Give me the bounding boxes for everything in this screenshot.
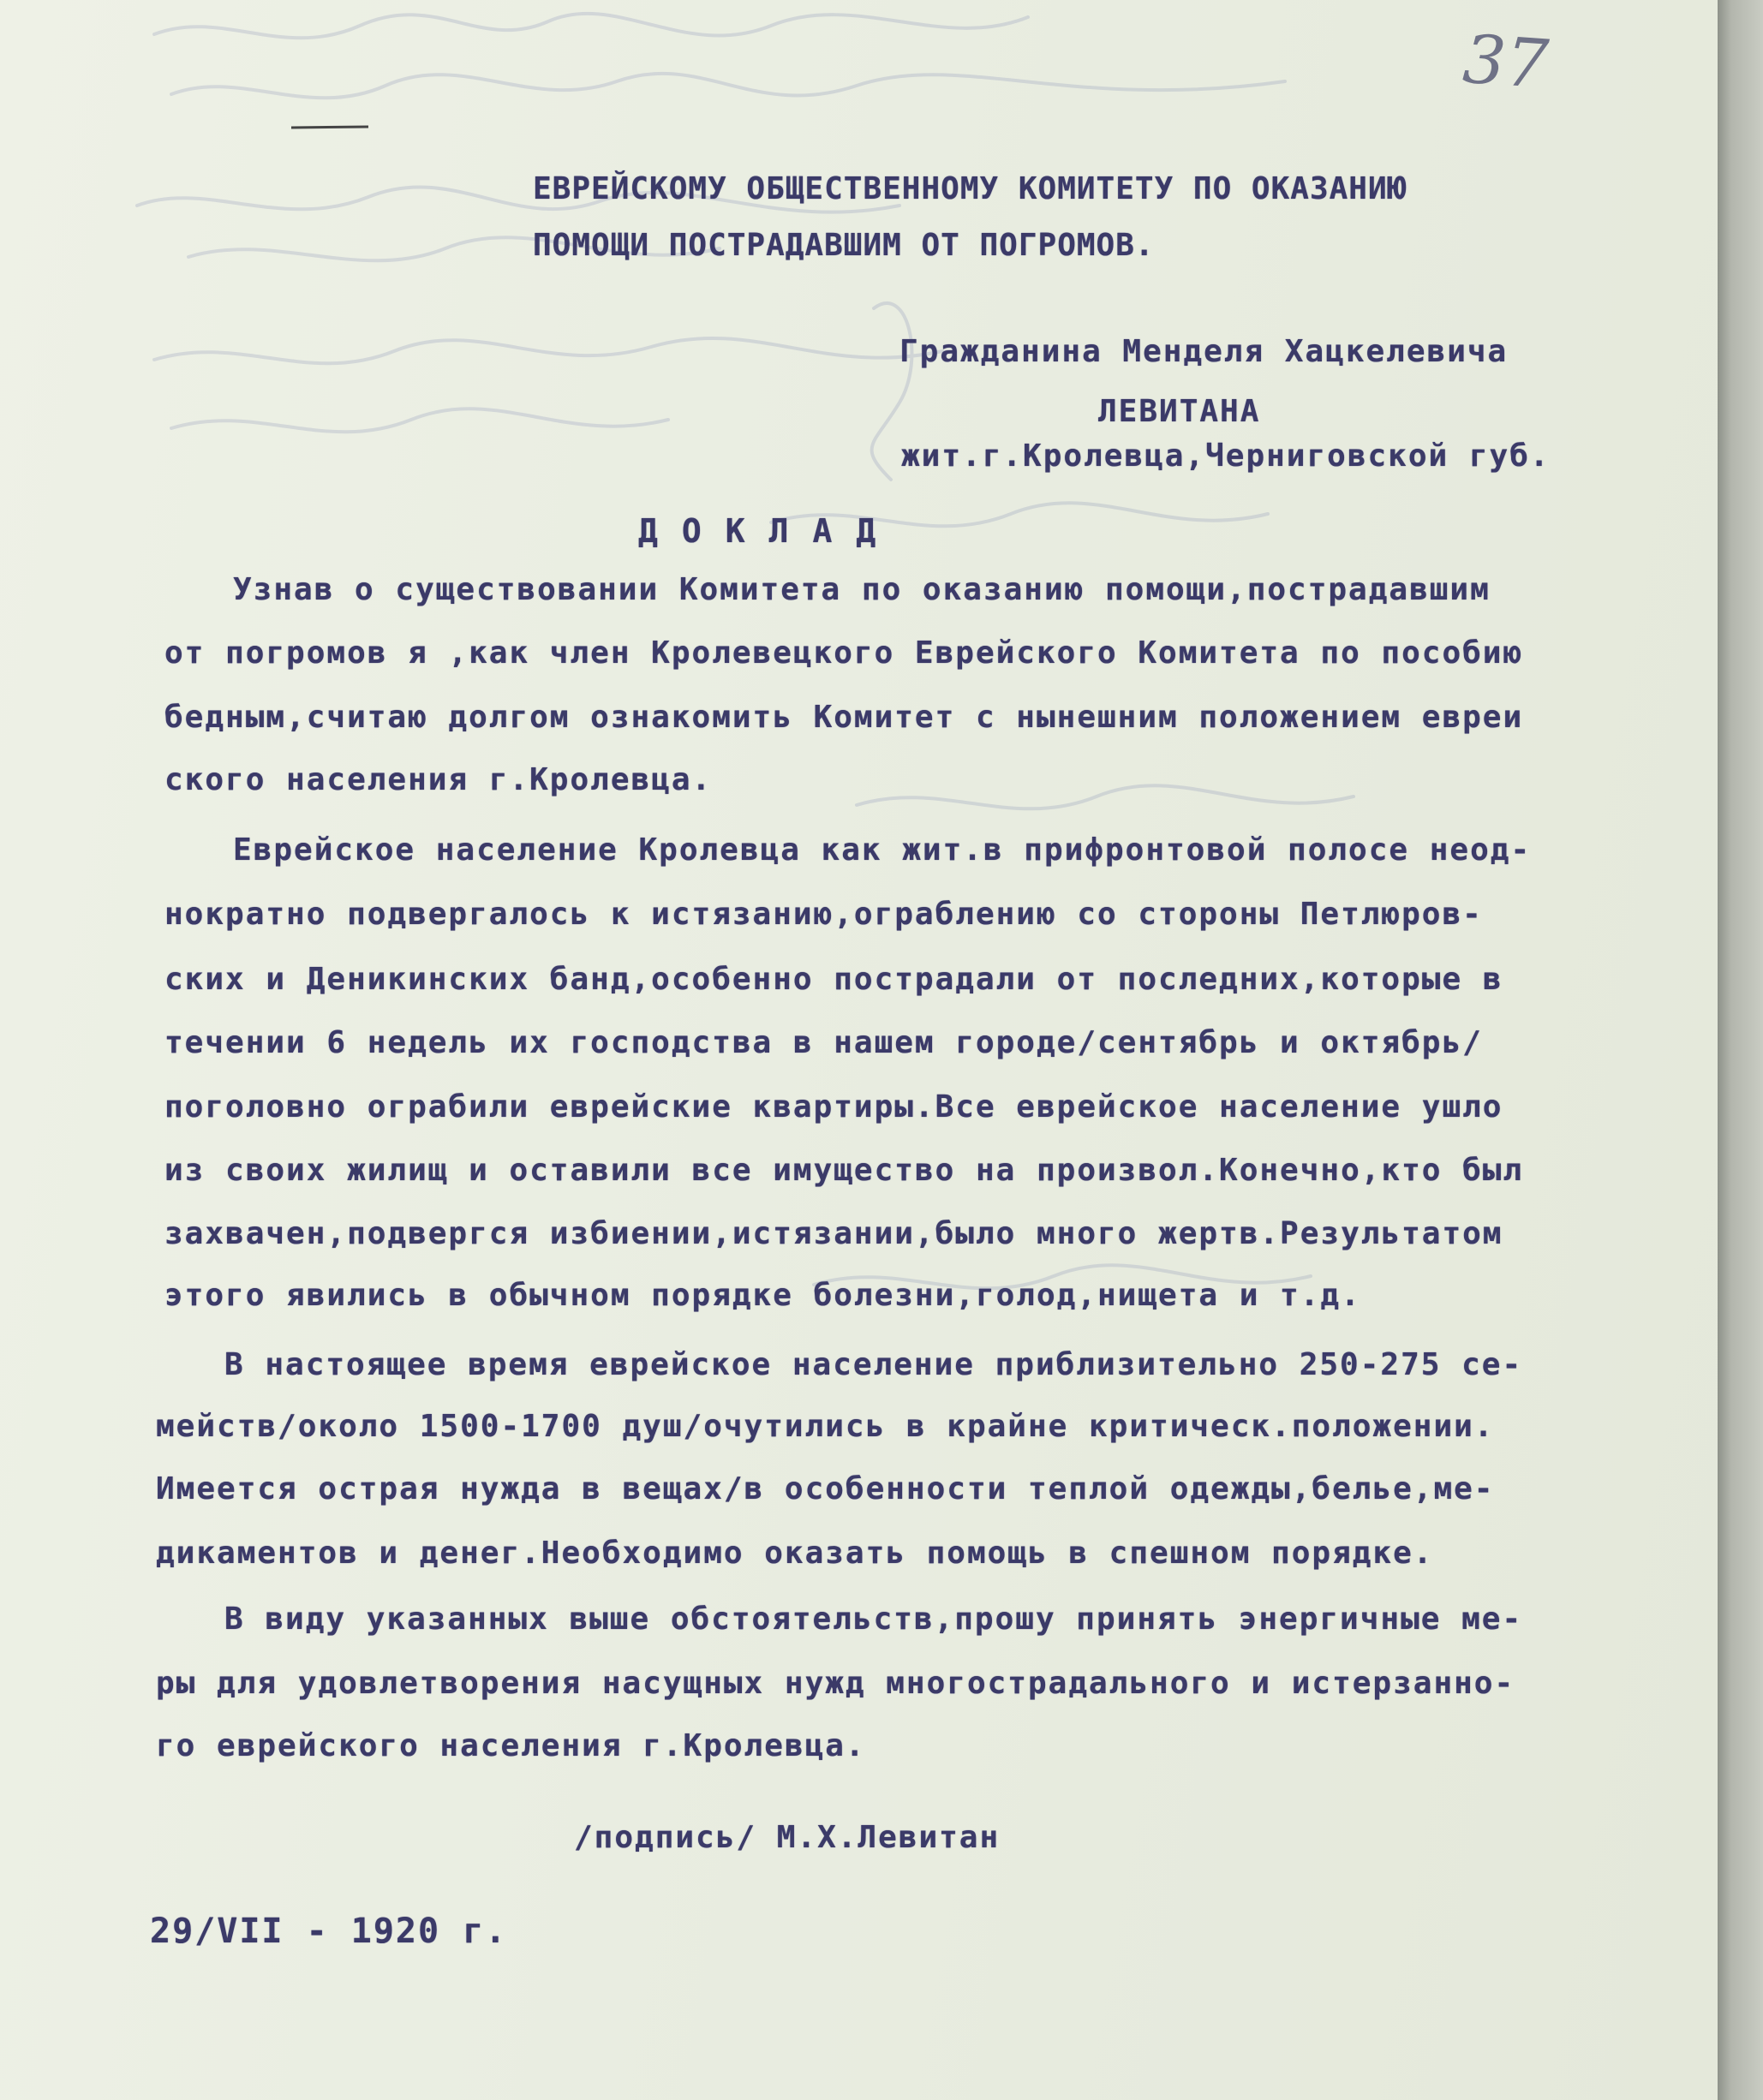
body-line: Имеется острая нужда в вещах/в особенности теплой одежды,белье,ме- — [156, 1471, 1495, 1506]
body-line: го еврейского населения г.Кролевца. — [156, 1728, 866, 1763]
archive-page-number: 37 — [1460, 21, 1551, 104]
addressee-line-2: ПОМОЩИ ПОСТРАДАВШИМ ОТ ПОГРОМОВ. — [533, 228, 1155, 263]
page-edge-shadow — [1718, 0, 1763, 2100]
body-line: ры для удовлетворения насущных нужд многострадального и истерзанно- — [156, 1666, 1515, 1701]
body-line: поголовно ограбили еврейские квартиры.Все еврейское население ушло — [164, 1089, 1503, 1125]
body-line: Узнав о существовании Комитета по оказанию помощи,пострадавшим — [233, 572, 1491, 607]
sender-name-line: Гражданина Менделя Хацкелевича — [899, 334, 1509, 369]
body-line: от погромов я ,как член Кролевецкого Еврейского Комитета по пособию — [164, 635, 1524, 671]
body-line: мейств/около 1500-1700 душ/очутились в крайне критическ.положении. — [156, 1409, 1495, 1444]
body-line: нократно подвергалось к истязанию,ограблению со стороны Петлюров- — [164, 897, 1483, 932]
addressee-line-1: ЕВРЕЙСКОМУ ОБЩЕСТВЕННОМУ КОМИТЕТУ ПО ОКАЗАНИЮ — [533, 171, 1407, 206]
body-line: бедным,считаю долгом ознакомить Комитет с нынешним положением евреи — [164, 700, 1524, 735]
body-line: В настоящее время еврейское население приблизительно 250-275 се- — [224, 1347, 1523, 1382]
body-line: из своих жилищ и оставили все имущество на произвол.Конечно,кто был — [164, 1153, 1524, 1188]
body-line: течении 6 недель их господства в нашем городе/сентябрь и октябрь/ — [164, 1025, 1483, 1060]
document-date: 29/VII - 1920 г. — [150, 1912, 508, 1951]
body-line: В виду указанных выше обстоятельств,прошу принять энергичные ме- — [224, 1602, 1523, 1637]
pencil-dash-mark — [291, 125, 368, 129]
body-line: ского населения г.Кролевца. — [164, 762, 713, 797]
body-line: захвачен,подвергся избиении,истязании,было много жертв.Результатом — [164, 1216, 1503, 1251]
body-line: Еврейское население Кролевца как жит.в прифронтовой полосе неод- — [233, 832, 1532, 868]
body-line: ских и Деникинских банд,особенно пострадали от последних,которые в — [164, 962, 1503, 997]
body-line: дикаментов и денег.Необходимо оказать помощь в спешном порядке. — [156, 1536, 1434, 1571]
sender-surname: ЛЕВИТАНА — [1098, 394, 1261, 429]
sender-residence: жит.г.Кролевца,Черниговской губ. — [901, 438, 1551, 474]
document-title: ДОКЛАД — [638, 512, 900, 550]
signature-line: /подпись/ М.Х.Левитан — [574, 1820, 1001, 1855]
body-line: этого явились в обычном порядке болезни,голод,нищета и т.д. — [164, 1278, 1361, 1313]
